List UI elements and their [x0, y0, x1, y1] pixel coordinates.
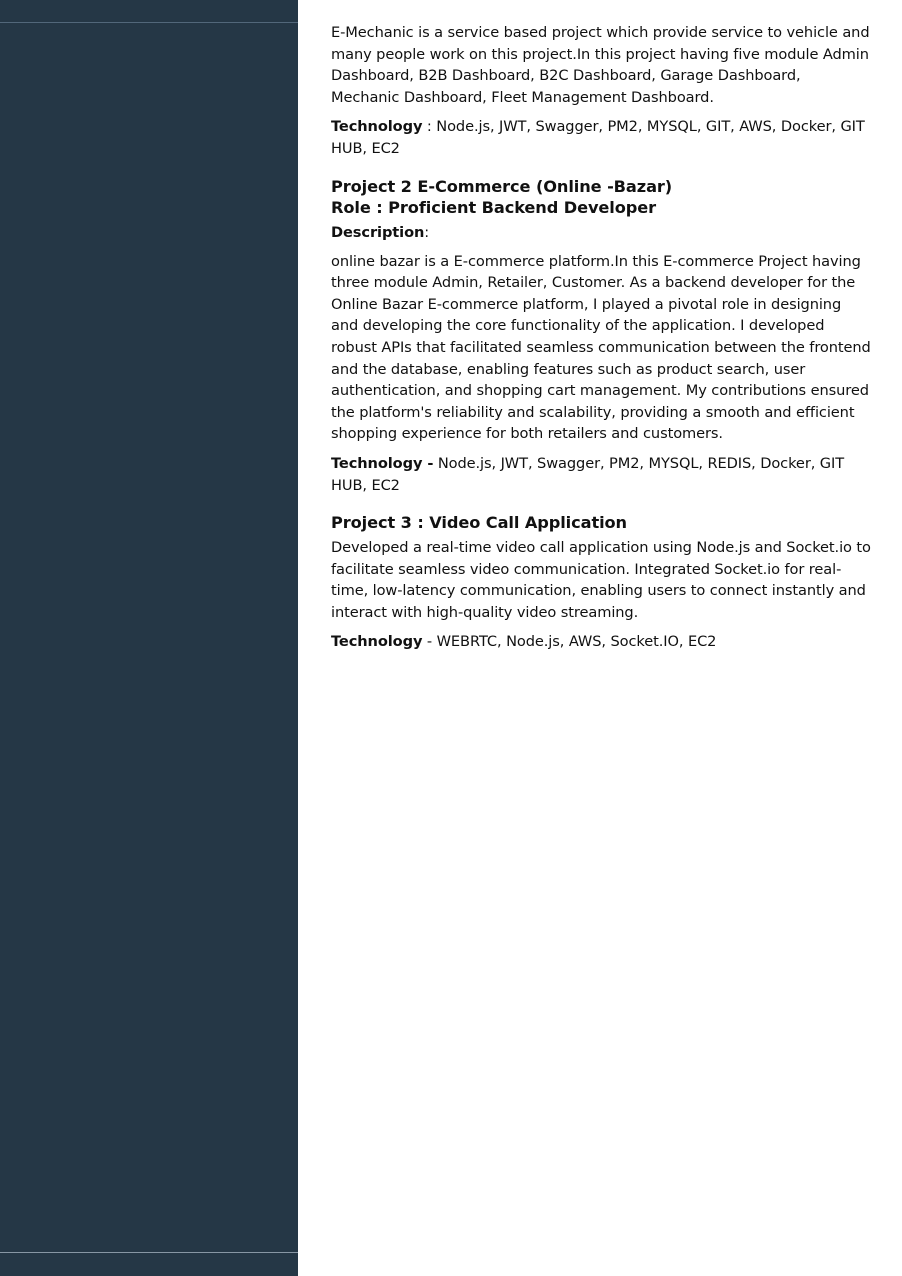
project-1-technology-label: Technology — [331, 118, 423, 136]
project-2-description-colon: : — [424, 223, 430, 241]
project-3-section — [331, 512, 871, 653]
project-3-technology-label: Technology — [331, 633, 423, 651]
project-2-title: Project 2 E-Commerce (Online -Bazar) — [331, 176, 673, 196]
project-1-technology-value: Node.js, JWT, Swagger, PM2, MYSQL, GIT, AWS, Docker, GIT HUB, EC2 — [331, 118, 865, 157]
project-3-description: Developed a real-time video call application using Node.js and Socket.io to facilitate seamless video communication. Integrated Socket.io for real-time, low-latency communication, enabling users to connect instantly and interact with high-quality video streaming. — [331, 539, 871, 621]
project-2-role: Role : Proficient Backend Developer — [331, 197, 657, 217]
sidebar-bottom-divider — [0, 1252, 298, 1253]
project-3-technology-value: - WEBRTC, Node.js, AWS, Socket.IO, EC2 — [422, 633, 717, 651]
project-2-description-label: Description — [331, 223, 425, 241]
project-2-section — [331, 176, 871, 497]
project-2-description-heading — [331, 222, 871, 243]
project-1-section — [331, 22, 871, 160]
sidebar-panel — [0, 0, 298, 1276]
main-content — [331, 22, 871, 653]
project-3-technology — [331, 631, 871, 653]
project-2-description: online bazar is a E-commerce platform.In this E-commerce Project having three module Admin, Retailer, Customer. As a backend developer for the Online Bazar E-commerce platform, I played a pivotal role in designing and developing the core functionality of the application. I developed robust APIs that facilitated seamless communication between the frontend and the database, enabling features such as product search, user authentication, and shopping cart management. My contributions ensured the platform's reliability and scalability, providing a smooth and efficient shopping experience for both retailers and customers. — [331, 252, 871, 443]
project-2-technology — [331, 453, 871, 496]
project-1-technology — [331, 116, 871, 159]
project-1-description: E-Mechanic is a service based project which provide service to vehicle and many people work on this project.In this project having five module Admin Dashboard, B2B Dashboard, B2C Dashboard, Garage Dashboard, Mechanic Dashboard, Fleet Management Dashboard. — [331, 24, 870, 106]
project-1-technology-separator: : — [422, 118, 437, 136]
sidebar-top-divider — [0, 22, 298, 23]
project-2-technology-value: Node.js, JWT, Swagger, PM2, MYSQL, REDIS, Docker, GIT HUB, EC2 — [331, 454, 845, 494]
project-2-technology-label: Technology - — [331, 454, 434, 472]
project-3-title: Project 3 : Video Call Application — [331, 513, 627, 533]
